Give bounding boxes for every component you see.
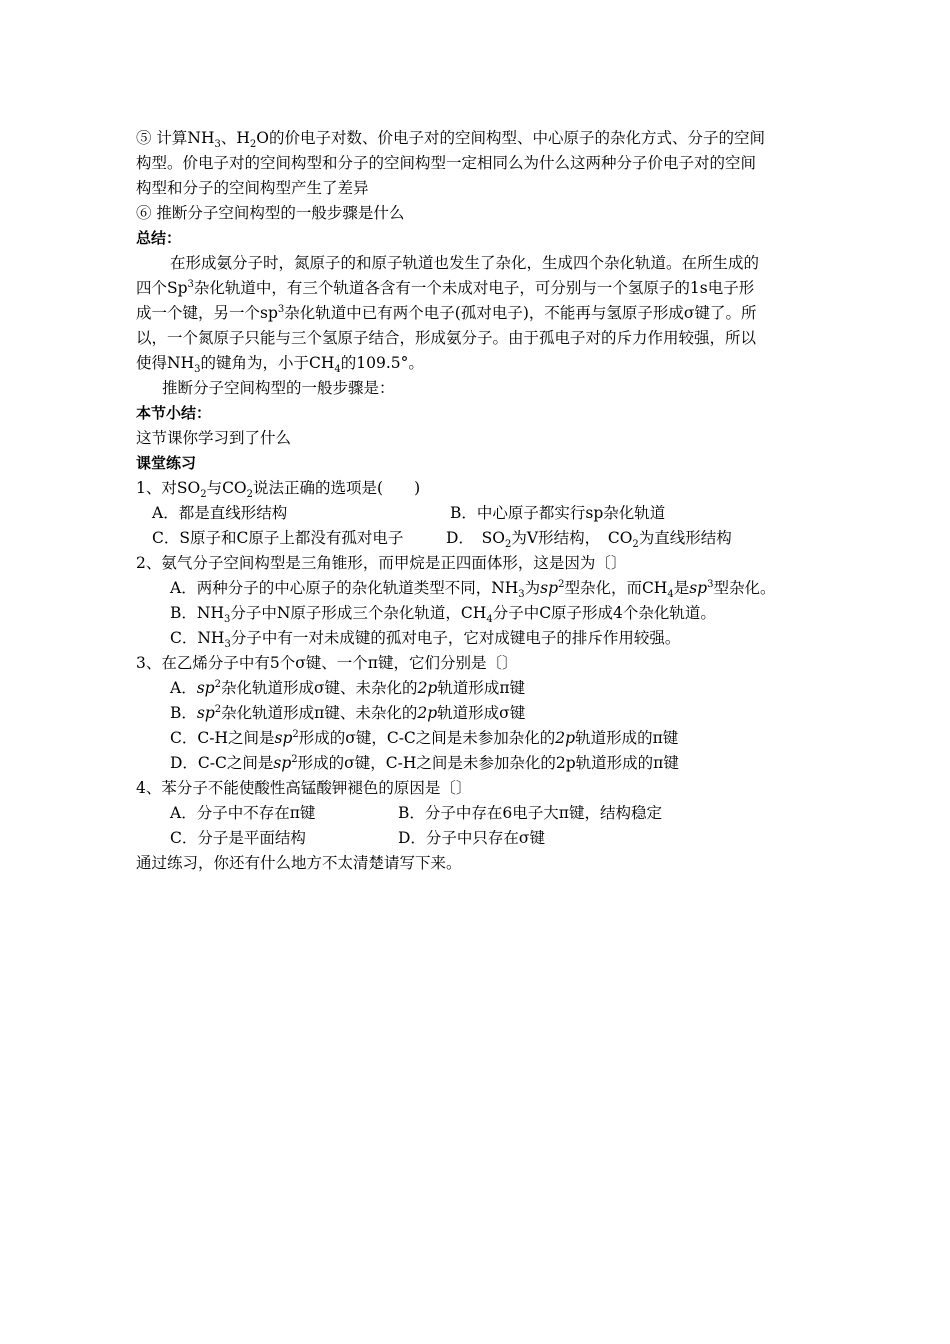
q5-line1: ⑤ 计算$NH_3$、$H_2O$的价电子对数、价电子对的空间构型、中心原子的杂化方式、分子的空间 [136, 129, 766, 151]
q4-stem: 4、苯分子不能使酸性高锰酸钾褪色的原因是〔〕 [136, 779, 472, 797]
q3-option-b: B．$sp^2$杂化轨道形成π键、未杂化的2p轨道形成σ键 [170, 703, 526, 722]
q1-option-b: B．中心原子都实行sp杂化轨道 [450, 504, 666, 522]
summary-p1-line2: 四个Sp$^3$杂化轨道中，有三个轨道各含有一个未成对电子，可分别与一个氢原子的1s电子形 [136, 278, 755, 297]
q1-option-d: D． $SO_2$为V形结构， $CO_2$为直线形结构 [446, 529, 732, 551]
q4-option-d: D．分子中只存在σ键 [398, 829, 546, 847]
q3-option-c: C．C-H之间是$sp^2$形成的σ键，C-C之间是未参加杂化的2p轨道形成的π键 [170, 728, 679, 747]
q3-option-d: D．C-C之间是$sp^2$形成的σ键，C-H之间是未参加杂化的2p轨道形成的π键 [170, 753, 679, 772]
q4-option-a: A．分子中不存在π键 [170, 804, 316, 822]
q2-stem: 2、氨气分子空间构型是三角锥形，而甲烷是正四面体形，这是因为〔〕 [136, 554, 627, 572]
q2-option-c: C．$NH_3$分子中有一对未成键的孤对电子，它对成键电子的排斥作用较强。 [170, 629, 681, 651]
q4-option-c: C．分子是平面结构 [170, 829, 306, 847]
q2-option-b: B．$NH_3$分子中N原子形成三个杂化轨道，$CH_4$分子中C原子形成4个杂化轨道。 [170, 604, 716, 626]
q5-line2: 构型。价电子对的空间构型和分子的空间构型一定相同么为什么这两种分子价电子对的空间 [136, 154, 757, 172]
section-summary-heading: 本节小结： [136, 404, 212, 422]
q5-line3: 构型和分子的空间构型产生了差异 [136, 179, 369, 197]
q6-line: ⑥ 推断分子空间构型的一般步骤是什么 [136, 204, 405, 222]
section-summary-text: 这节课你学习到了什么 [136, 429, 292, 447]
summary-heading: 总结： [136, 229, 182, 247]
closing-line: 通过练习，你还有什么地方不太清楚请写下来。 [136, 854, 462, 872]
q1-option-c: C．S原子和C原子上都没有孤对电子 [152, 529, 404, 547]
summary-p1-line1: 在形成氨分子时，氮原子的和原子轨道也发生了杂化，生成四个杂化轨道。在所生成的 [170, 254, 760, 272]
practice-heading: 课堂练习 [136, 454, 197, 472]
summary-p2: 推断分子空间构型的一般步骤是： [162, 379, 395, 397]
q1-stem: 1、对$SO_2$与$CO_2$说法正确的选项是( ) [136, 479, 421, 501]
summary-p1-line4: 以，一个氮原子只能与三个氢原子结合，形成氨分子。由于孤电子对的斥力作用较强，所以 [136, 329, 757, 347]
q4-option-b: B．分子中存在6电子大π键，结构稳定 [398, 804, 662, 822]
q2-option-a: A．两种分子的中心原子的杂化轨道类型不同，$NH_3$为$sp^2$型杂化，而$CH_4$是$sp^3$型杂化。 [170, 578, 776, 601]
summary-p1-line5: 使得$NH_3$的键角为，小于$CH_4$的109.5°。 [136, 354, 424, 376]
q3-stem: 3、在乙烯分子中有5个σ键、一个π键，它们分别是〔〕 [136, 654, 518, 672]
q1-option-a: A．都是直线形结构 [152, 504, 288, 522]
summary-p1-line3: 成一个键，另一个$sp^3$杂化轨道中已有两个电子(孤对电子)，不能再与氢原子形成σ键了。所 [136, 303, 757, 322]
q3-option-a: A．$sp^2$杂化轨道形成σ键、未杂化的2p轨道形成π键 [170, 678, 526, 697]
